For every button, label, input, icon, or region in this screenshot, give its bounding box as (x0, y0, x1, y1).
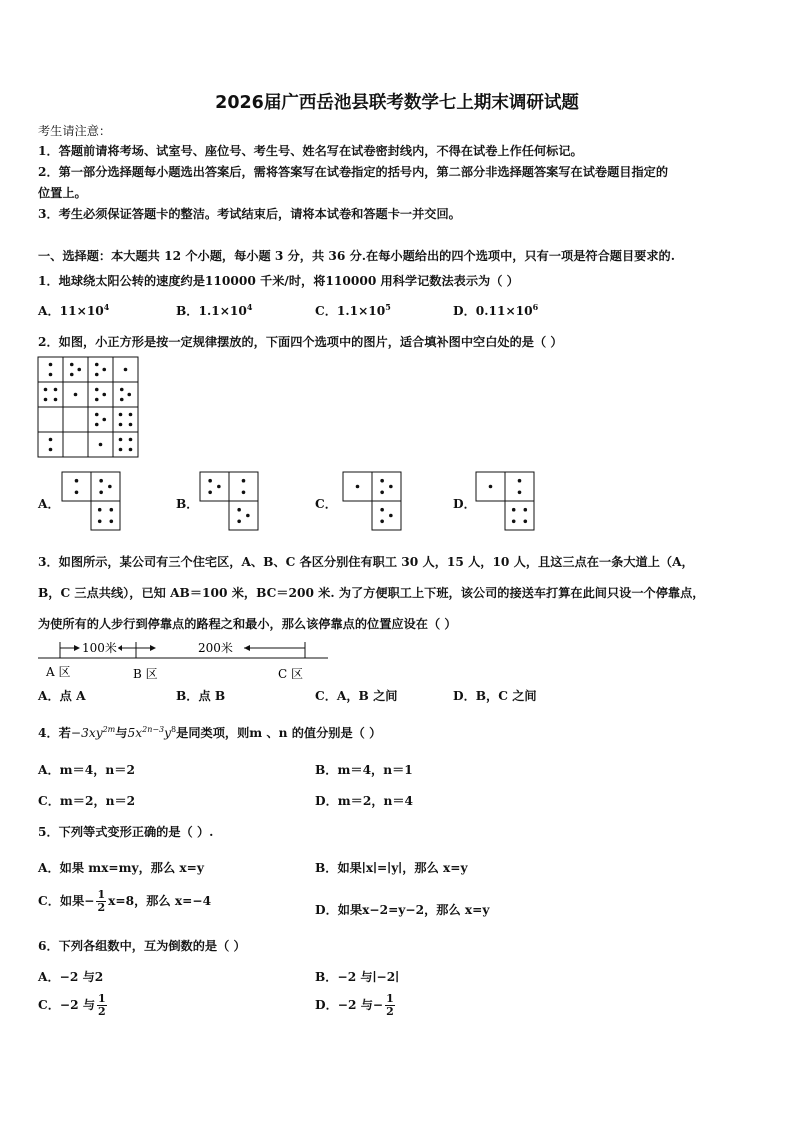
dot (524, 508, 528, 512)
q4-option-c[interactable]: C．m＝2，n＝2 (38, 794, 136, 808)
q3-option-c[interactable]: C．A，B 之间 (315, 689, 398, 703)
grid-cell (505, 501, 534, 530)
dot (237, 520, 241, 524)
dot (95, 363, 99, 367)
q3-stem-line3: 为使所有的人步行到停靠点的路程之和最小，那么该停靠点的位置应设在（ ） (38, 617, 457, 631)
dot (49, 363, 53, 367)
dot (237, 508, 241, 512)
q2-option-c-figure[interactable] (342, 471, 404, 533)
grid-cell (91, 501, 120, 530)
dot (356, 485, 360, 489)
q1-option-b[interactable]: B．$1.1\times 10^4$ (176, 302, 253, 318)
dot (512, 520, 516, 524)
dot (70, 363, 74, 367)
q5-stem: 5．下列等式变形正确的是（ ）. (38, 825, 214, 839)
grid-cell (91, 472, 120, 501)
q2-stem: 2．如图，小正方形是按一定规律摆放的，下面四个选项中的图片，适合填补图中空白处的是（ ） (38, 335, 563, 349)
dot (99, 479, 103, 483)
q2-option-b-label: B． (176, 497, 199, 511)
arrow-icon (74, 645, 80, 651)
dot (120, 388, 124, 392)
dot (102, 368, 106, 372)
q1-option-a[interactable]: A．$11\times 10^4$ (38, 302, 110, 318)
grid-cell (229, 501, 258, 530)
notice-item: 1．答题前请将考场、试室号、座位号、考生号、姓名写在试卷密封线内，不得在试卷上作任何标记。 (38, 144, 583, 158)
dot (110, 508, 114, 512)
dot (98, 520, 102, 524)
q1-stem: 1．地球绕太阳公转的速度约是110000 千米/时，将110000 用科学记数法表示为（ ） (38, 274, 519, 288)
q6-option-c[interactable]: C．−2 与 $\frac{1}{2}$ (38, 992, 106, 1018)
dot (380, 508, 384, 512)
q3-option-b[interactable]: B．点 B (176, 689, 226, 703)
dot (99, 491, 103, 495)
q2-option-c-label: C． (315, 497, 337, 511)
dot (129, 438, 133, 442)
q2-option-d-figure[interactable] (475, 471, 537, 533)
dot (119, 423, 123, 427)
dot (75, 491, 79, 495)
q2-option-a-label: A． (38, 497, 60, 511)
grid-cell (38, 407, 63, 432)
dot (44, 388, 48, 392)
notice-item: 2．第一部分选择题每小题选出答案后，需将答案写在试卷指定的括号内，第二部分非选择题答案写在试卷题目指定的 (38, 165, 669, 179)
dot (242, 491, 246, 495)
grid-cell (372, 501, 401, 530)
q2-pattern-grid (37, 356, 139, 458)
grid-cell (200, 472, 229, 501)
dot (124, 368, 128, 372)
grid-cell (62, 472, 91, 501)
dot (120, 398, 124, 402)
q5-option-b[interactable]: B．如果∣x∣=∣y∣，那么 x=y (315, 861, 468, 875)
dot (208, 479, 212, 483)
dot (119, 438, 123, 442)
dot (70, 373, 74, 377)
arrow-icon (244, 645, 250, 651)
dot (129, 413, 133, 417)
q2-option-d-label: D． (453, 497, 476, 511)
grid-cell (88, 382, 113, 407)
grid-cell (38, 432, 63, 457)
q6-stem: 6．下列各组数中，互为倒数的是（ ） (38, 939, 246, 953)
q5-option-a[interactable]: A．如果 mx=my，那么 x=y (38, 861, 204, 875)
dot (242, 479, 246, 483)
dot (74, 393, 78, 397)
dot (54, 398, 58, 402)
dot (246, 514, 250, 518)
dot (380, 520, 384, 524)
q5-option-c[interactable]: C．如果− $\frac{1}{2}$ x=8，那么 x=−4 (38, 888, 212, 914)
grid-cell (372, 472, 401, 501)
q2-option-b-figure[interactable] (199, 471, 261, 533)
q3-label-c: C 区 (278, 667, 303, 681)
q3-road-figure (38, 636, 332, 682)
dot (110, 520, 114, 524)
dot (217, 485, 221, 489)
grid-cell (38, 382, 63, 407)
notice-item: 3．考生必须保证答题卡的整洁。考试结束后，请将本试卷和答题卡一并交回。 (38, 207, 461, 221)
dot (518, 479, 522, 483)
dot (108, 485, 112, 489)
q4-option-a[interactable]: A．m＝4，n＝2 (38, 763, 135, 777)
dot (389, 514, 393, 518)
section-heading: 一、选择题：本大题共 12 个小题，每小题 3 分，共 36 分.在每小题给出的四个选项中，只有一项是符合题目要求的. (38, 249, 675, 263)
dot (44, 398, 48, 402)
grid-cell (113, 382, 138, 407)
dot (524, 520, 528, 524)
grid-cell (63, 432, 88, 457)
q3-option-a[interactable]: A．点 A (38, 689, 86, 703)
dot (99, 443, 103, 447)
q3-label-a: A 区 (46, 665, 71, 679)
q4-option-b[interactable]: B．m＝4，n＝1 (315, 763, 413, 777)
dot (129, 423, 133, 427)
grid-cell (88, 407, 113, 432)
dot (127, 393, 131, 397)
dot (119, 413, 123, 417)
dot (380, 479, 384, 483)
dot (119, 448, 123, 452)
grid-cell (113, 407, 138, 432)
q4-option-d[interactable]: D．m＝2，n＝4 (315, 794, 414, 808)
grid-cell (88, 357, 113, 382)
dot (95, 388, 99, 392)
dot (54, 388, 58, 392)
dot (95, 413, 99, 417)
q3-bc-distance: 200米 (198, 641, 233, 655)
dot (75, 479, 79, 483)
dot (98, 508, 102, 512)
q1-option-d[interactable]: D．$0.11\times 10^6$ (453, 302, 539, 318)
q3-ab-distance: 100米 (82, 641, 117, 655)
q2-option-a-figure[interactable] (61, 471, 123, 533)
notice-item: 位置上。 (38, 186, 87, 200)
q6-option-b[interactable]: B．−2 与∣−2∣ (315, 970, 400, 984)
dot (95, 398, 99, 402)
dot (77, 368, 81, 372)
notice-heading: 考生请注意： (38, 124, 112, 138)
q6-option-a[interactable]: A．−2 与2 (38, 970, 104, 984)
q3-option-d[interactable]: D．B，C 之间 (453, 689, 537, 703)
dot (95, 423, 99, 427)
q3-stem-line1: 3．如图所示，某公司有三个住宅区，A、B、C 各区分别住有职工 30 人，15 人，10 人，且这三点在一条大道上（A， (38, 555, 694, 569)
q4-stem: 4．若$-3xy^{2m}$与$5x^{2n-3}y^8$是同类项，则m 、n 的值分别是（ ） (38, 725, 382, 740)
grid-cell (63, 357, 88, 382)
q1-option-c[interactable]: C．$1.1\times 10^5$ (315, 302, 391, 318)
dot (518, 491, 522, 495)
dot (208, 491, 212, 495)
dot (49, 373, 53, 377)
dot (49, 448, 53, 452)
dot (102, 393, 106, 397)
grid-cell (63, 407, 88, 432)
dot (489, 485, 493, 489)
grid-cell (113, 432, 138, 457)
dot (129, 448, 133, 452)
q3-label-b: B 区 (133, 667, 158, 681)
grid-cell (229, 472, 258, 501)
q3-stem-line2: B，C 三点共线），已知 AB＝100 米，BC＝200 米. 为了方便职工上下班，该公司的接送车打算在此间只设一个停靠点， (38, 586, 705, 600)
dot (512, 508, 516, 512)
dot (380, 491, 384, 495)
arrow-icon (150, 645, 156, 651)
q5-option-d[interactable]: D．如果x−2=y−2，那么 x=y (315, 903, 490, 917)
dot (95, 373, 99, 377)
dot (102, 418, 106, 422)
dot (49, 438, 53, 442)
q6-option-d[interactable]: D．−2 与− $\frac{1}{2}$ (315, 992, 394, 1018)
arrow-icon (118, 645, 122, 651)
page-title: 2026届广西岳池县联考数学七上期末调研试题 (215, 93, 579, 113)
grid-cell (38, 357, 63, 382)
grid-cell (505, 472, 534, 501)
dot (389, 485, 393, 489)
